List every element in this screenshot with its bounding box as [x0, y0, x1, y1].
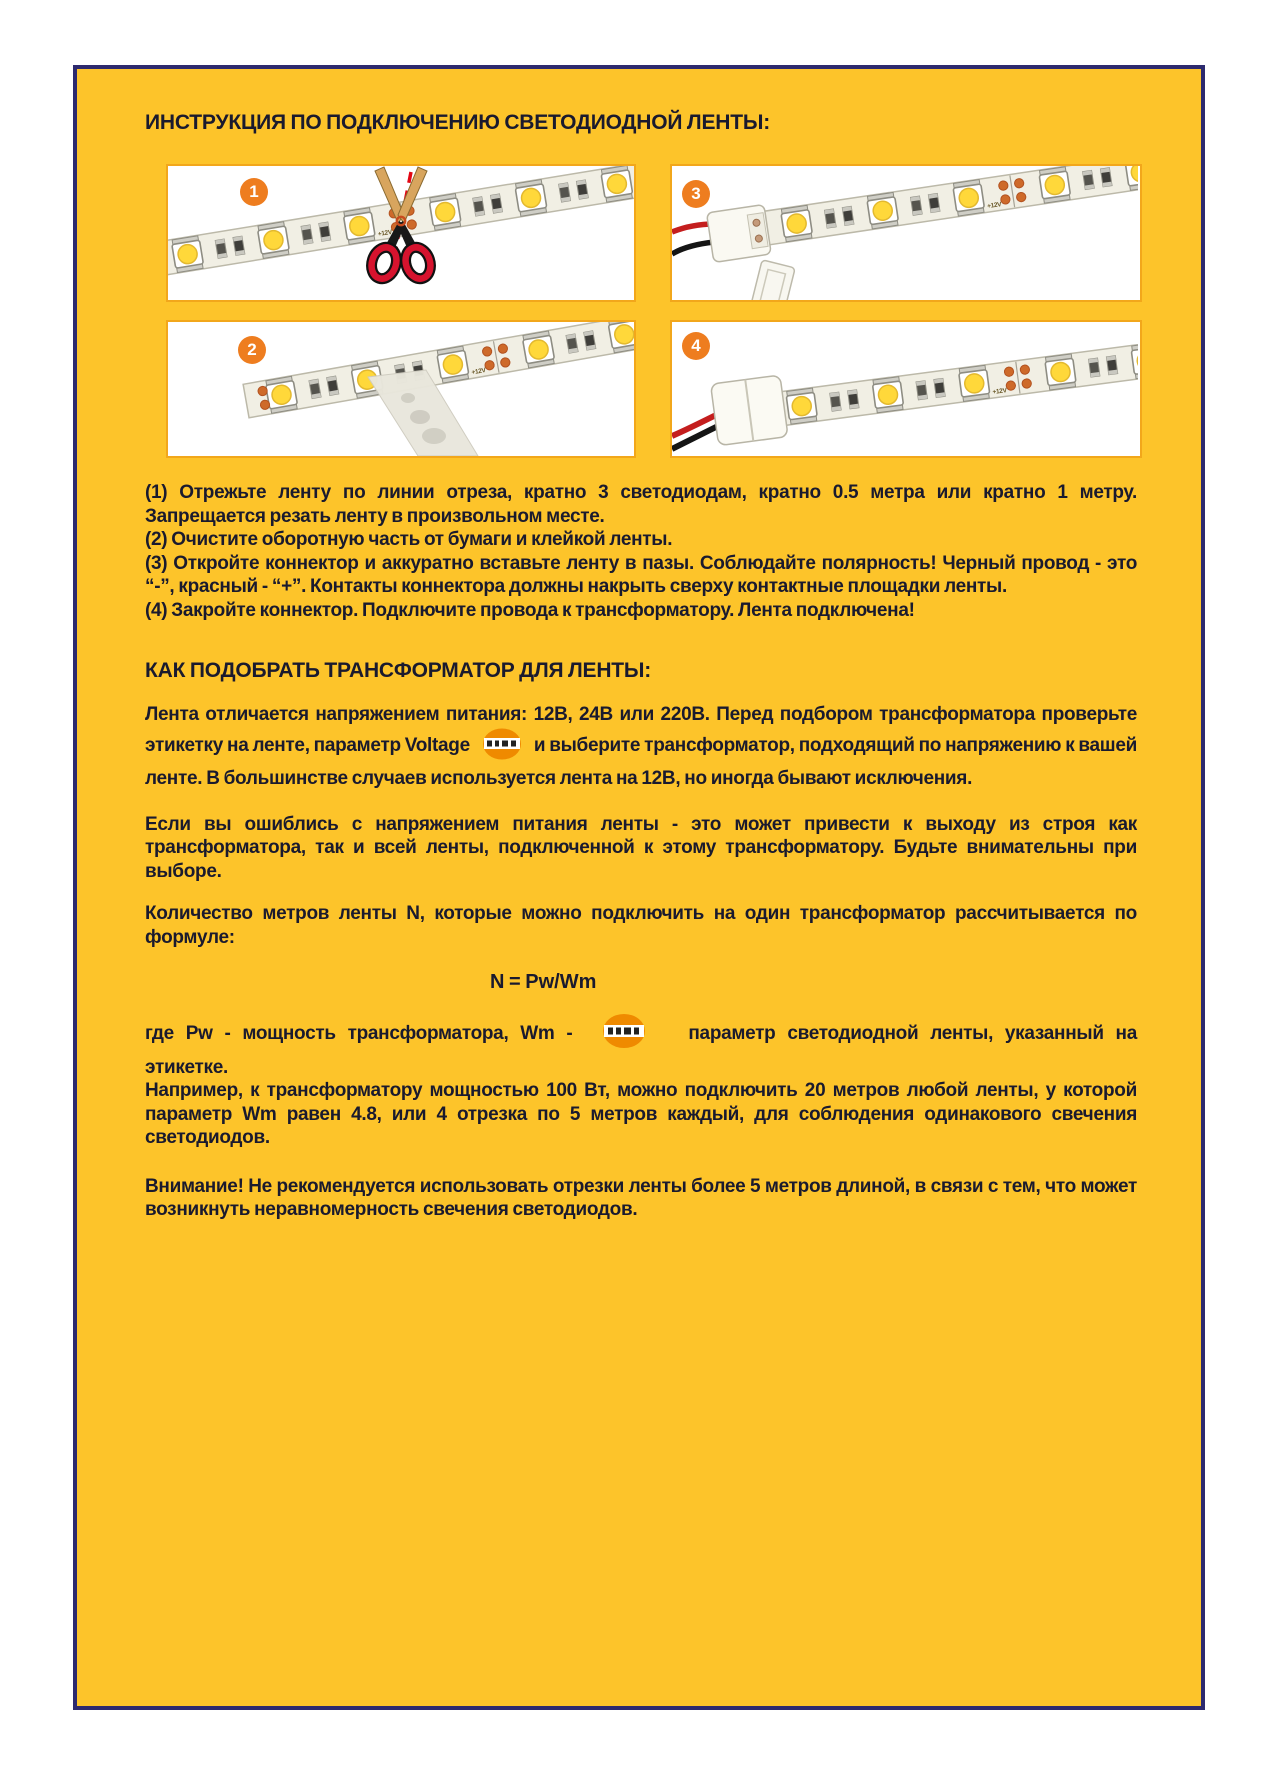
led-strip-connector-open-illustration — [672, 166, 1138, 300]
formula-intro-paragraph: Количество метров ленты N, которые можно подключить на один трансформатор рассчитывается по формуле: — [145, 903, 1137, 948]
voltage-text-after: и выберите трансформатор, подходящий по напряжению к вашей ленте. В большинстве случаев используется лента на 12В, но иногда бывают исключения. — [145, 734, 1137, 789]
led-strip-cut-illustration — [168, 166, 634, 300]
voltage-text-before: Лента отличается напряжением питания: 12В, 24В или 220В. Перед подбором трансформатора проверьте этикетку на ленте, параметр Voltage — [145, 704, 1137, 756]
photo-step-2-peel-backing — [166, 320, 636, 458]
photo-step-4-closed-connector — [670, 320, 1142, 458]
instruction-page — [73, 65, 1205, 1710]
page-title: ИНСТРУКЦИЯ ПО ПОДКЛЮЧЕНИЮ СВЕТОДИОДНОЙ ЛЕНТЫ: — [145, 111, 771, 134]
led-strip-backing-illustration — [168, 322, 634, 456]
black-wire — [672, 242, 714, 254]
step-number-badge: 4 — [682, 332, 710, 360]
step-2-text: (2) Очистите оборотную часть от бумаги и клейкой ленты. — [145, 529, 673, 550]
step-number-badge: 1 — [240, 178, 268, 206]
connection-steps — [145, 481, 1137, 622]
page-content — [145, 110, 1137, 1222]
led-strip-connector-closed-illustration — [672, 322, 1138, 456]
black-wire — [672, 426, 718, 449]
formula: N = Pw/Wm — [490, 971, 597, 993]
adhesive-backing-tape — [368, 370, 478, 456]
warning-wrong-voltage-paragraph: Если вы ошиблись с напряжением питания ленты - это может привести к выходу из строя как трансформатора, так и всей ленты, подключенной к этому трансформатору. Будьте внимательны при выборе. — [145, 813, 1137, 882]
connector-lid — [750, 260, 796, 300]
step-number-badge: 3 — [682, 180, 710, 208]
section-title: КАК ПОДОБРАТЬ ТРАНСФОРМАТОР ДЛЯ ЛЕНТЫ: — [145, 659, 652, 682]
formula-legend-paragraph — [145, 1013, 1137, 1079]
connector-open — [707, 204, 772, 262]
legend-text-after: параметр светодиодной ленты, указанный на этикетке. — [145, 1023, 1137, 1078]
strip-label-icon — [602, 1013, 646, 1056]
example-paragraph: Например, к трансформатору мощностью 100 Вт, можно подключить 20 метров любой ленты, у которой параметр Wm равен 4.8, или 4 отрезка по 5 метров каждый, для соблюдения одинакового свечения светодиодов. — [145, 1080, 1137, 1148]
connector-closed — [711, 375, 788, 446]
photo-step-1-cut-strip — [166, 164, 636, 302]
step-number-badge: 2 — [238, 336, 266, 364]
attention-paragraph: Внимание! Не рекомендуется использовать отрезки ленты более 5 метров длиной, в связи с тем, что может возникнуть неравномерность свечения светодиодов. — [145, 1175, 1137, 1220]
voltage-paragraph — [145, 703, 1137, 791]
step-3-text: (3) Откройте коннектор и аккуратно вставьте ленту в пазы. Соблюдайте полярность! Черный провод - это “-”, красный - “+”. Контакты коннектора должны накрыть сверху контактные площадки ленты. — [145, 552, 1137, 597]
photo-step-3-open-connector — [670, 164, 1142, 302]
strip-label-icon — [482, 727, 522, 768]
step-4-text: (4) Закройте коннектор. Подключите провода к трансформатору. Лента подключена! — [145, 599, 915, 621]
photo-grid — [166, 164, 1142, 458]
legend-text-before: где Pw - мощность трансформатора, Wm - — [145, 1023, 573, 1044]
step-1-text: (1) Отрежьте ленту по линии отреза, кратно 3 светодиодам, кратно 0.5 метра или кратно 1 метру. Запрещается резать ленту в произвольном месте. — [145, 482, 1137, 527]
